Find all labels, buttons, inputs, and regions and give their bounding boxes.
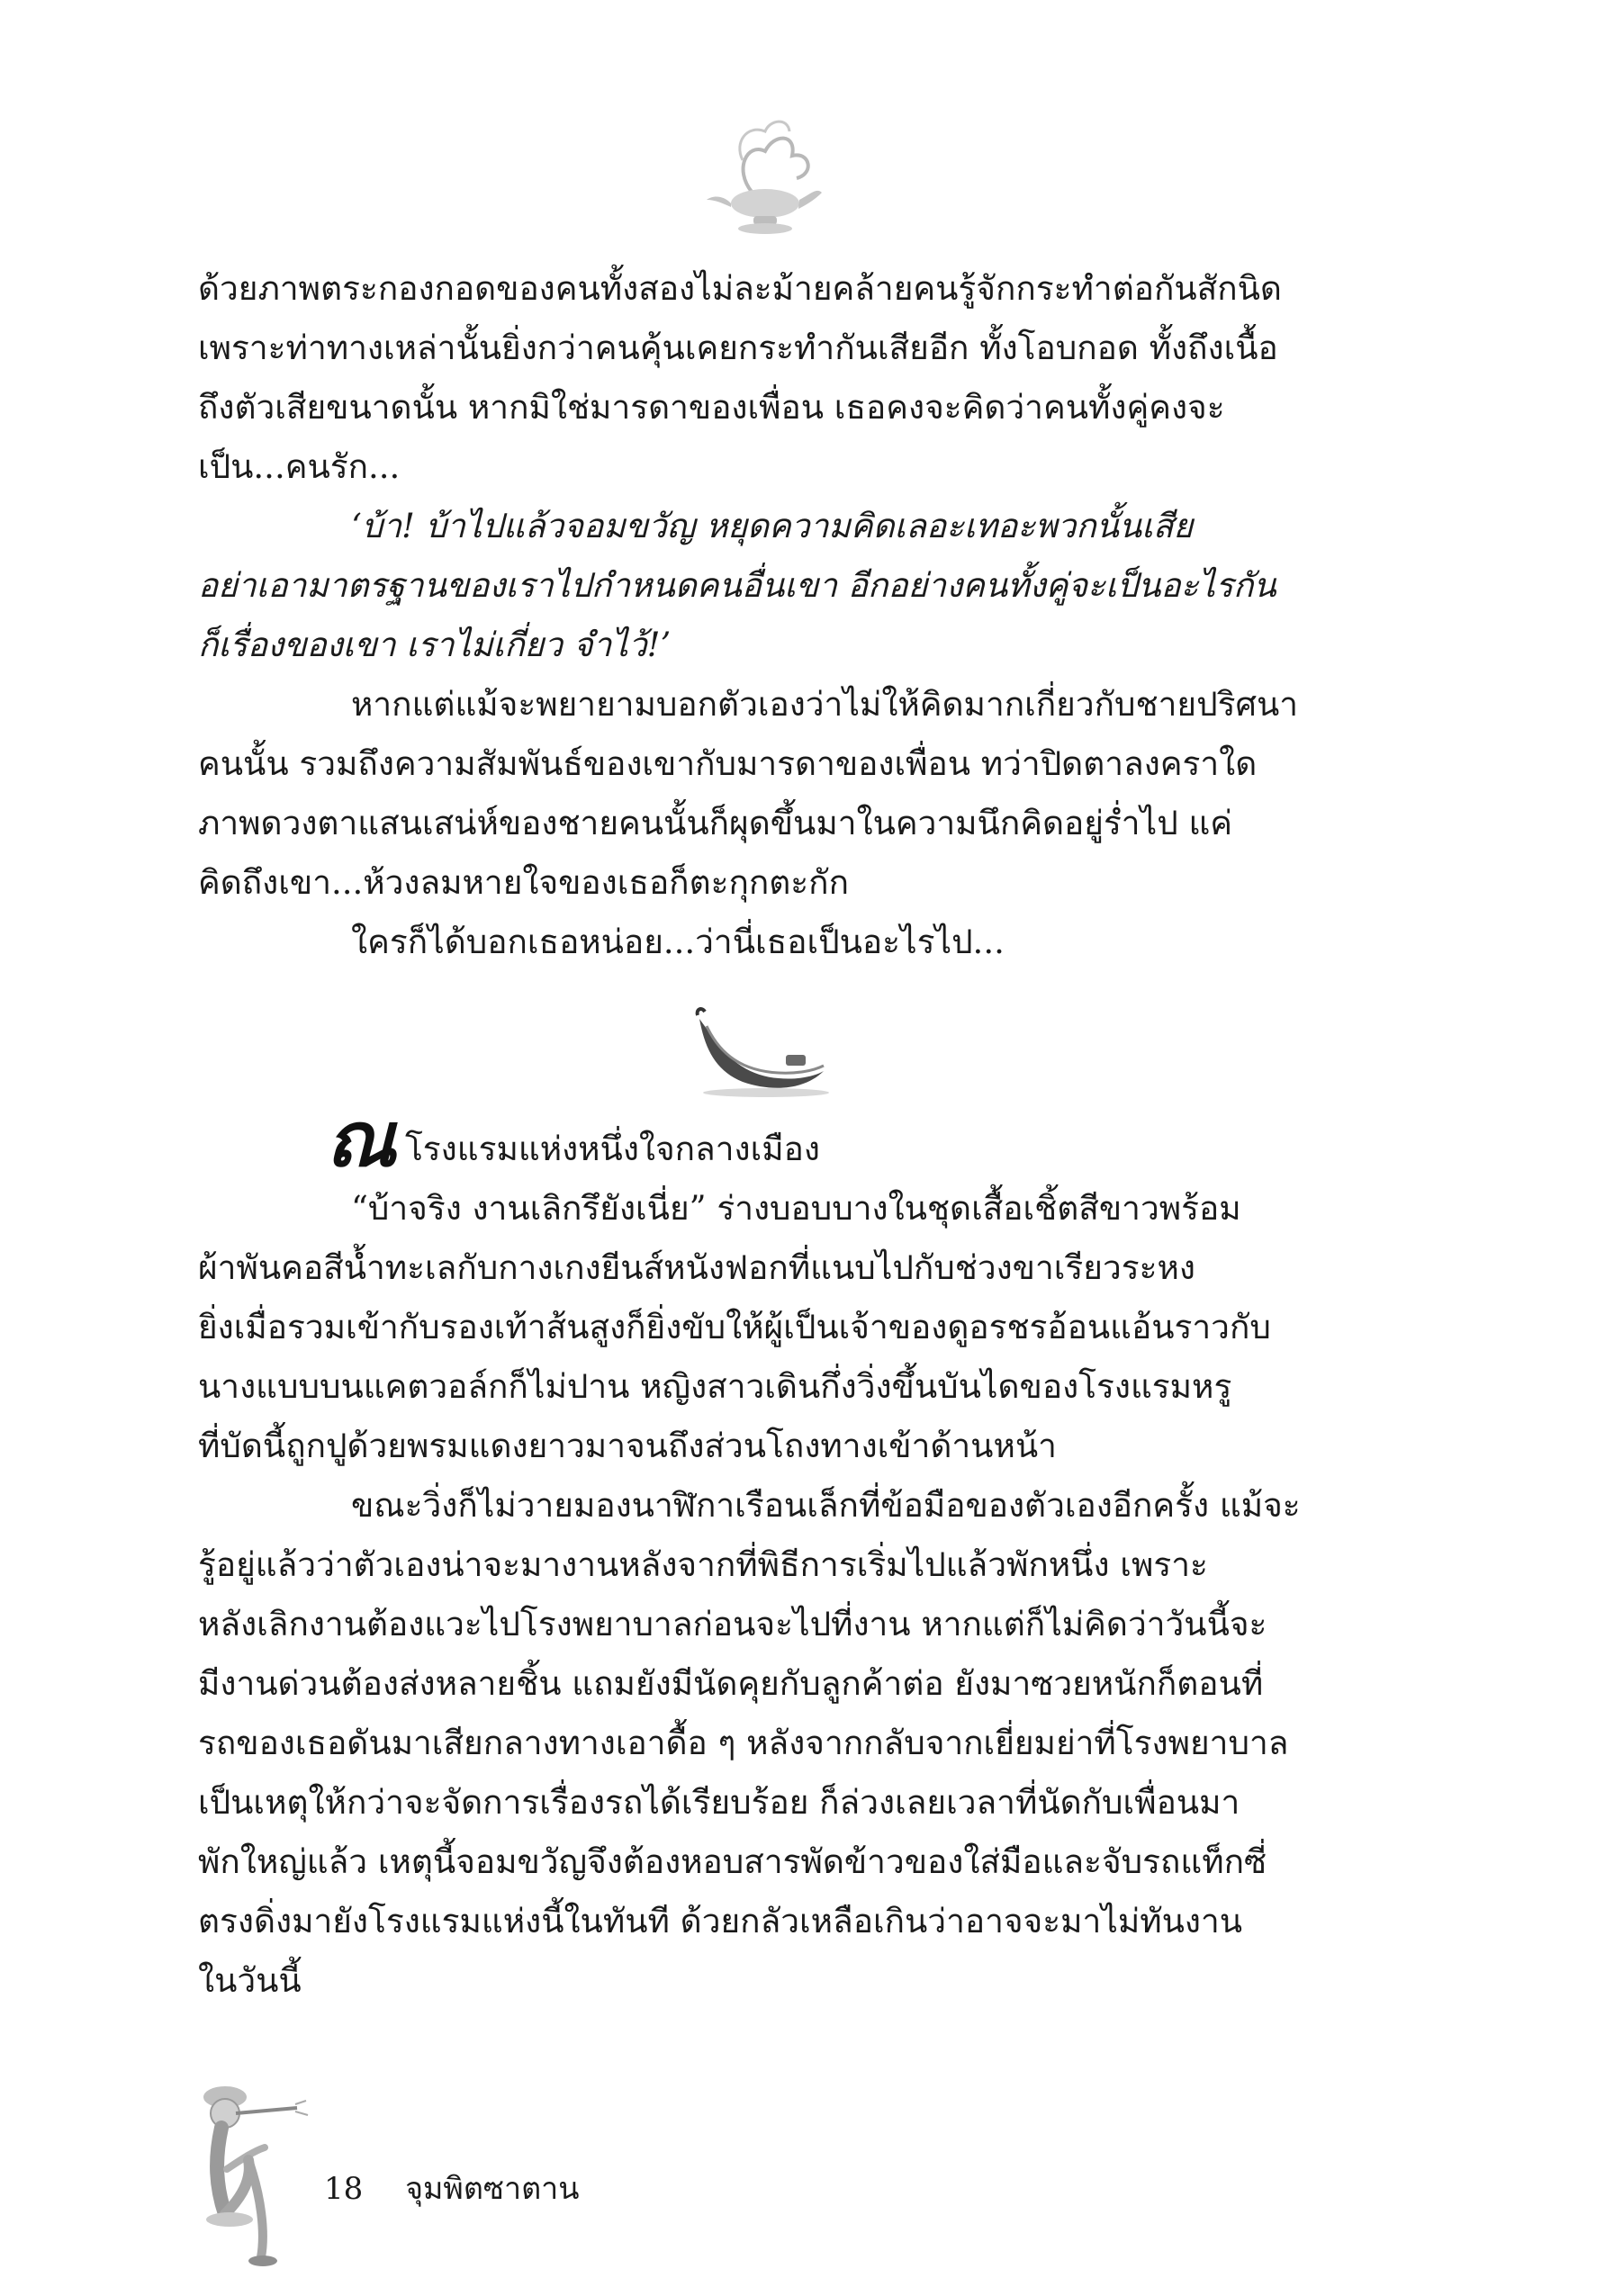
text-line: ตรงดิ่งมายังโรงแรมแห่งนี้ในทันที ด้วยกลัวเหลือเกินว่าอาจจะมาไม่ทันงาน [198, 1902, 1243, 1940]
text-line: ‘บ้า! บ้าไปแล้วจอมขวัญ หยุดความคิดเลอะเทอะพวกนั้นเสีย [351, 507, 1194, 545]
paragraph-5 [198, 1179, 1409, 1476]
section-heading-text: โรงแรมแห่งหนึ่งใจกลางเมือง [404, 1130, 820, 1168]
text-line: ที่บัดนี้ถูกปูด้วยพรมแดงยาวมาจนถึงส่วนโถงทางเข้าด้านหน้า [198, 1427, 1057, 1465]
text-line: ขณะวิ่งก็ไม่วายมองนาฬิกาเรือนเล็กที่ข้อมือของตัวเองอีกครั้ง แม้จะ [351, 1486, 1301, 1525]
text-line: ใครก็ได้บอกเธอหน่อย...ว่านี่เธอเป็นอะไรไป... [351, 923, 1005, 961]
text-line: นางแบบบนแคตวอล์กก็ไม่ปาน หญิงสาวเดินกึ่งวิ่งขึ้นบันไดของโรงแรมหรู [198, 1367, 1232, 1406]
page-footer [324, 2169, 580, 2209]
text-line: รู้อยู่แล้วว่าตัวเองน่าจะมางานหลังจากที่พิธีการเริ่มไปแล้วพักหนึ่ง เพราะ [198, 1545, 1208, 1584]
text-line: คนนั้น รวมถึงความสัมพันธ์ของเขากับมารดาของเพื่อน ทว่าปิดตาลงคราใด [198, 744, 1258, 783]
text-line: หากแต่แม้จะพยายามบอกตัวเองว่าไม่ให้คิดมากเกี่ยวกับชายปริศนา [351, 685, 1299, 724]
text-line: เป็น...คนรัก... [198, 447, 401, 486]
text-line: คิดถึงเขา...ห้วงลมหายใจของเธอก็ตะกุกตะกัก [198, 863, 849, 902]
text-line: พักใหญ่แล้ว เหตุนี้จอมขวัญจึงต้องหอบสารพัดข้าวของใส่มือและจับรถแท็กซี่ [198, 1842, 1267, 1881]
text-line: ผ้าพันคอสีน้ำทะเลกับกางเกงยีนส์หนังฟอกที่แนบไปกับช่วงขาเรียวระหง [198, 1248, 1195, 1287]
drop-cap-letter: ณ [326, 1094, 396, 1184]
text-line: ในวันนี้ [198, 1961, 302, 2000]
paragraph-1 [198, 259, 1409, 497]
text-line: ยิ่งเมื่อรวมเข้ากับรองเท้าส้นสูงก็ยิ่งขับให้ผู้เป็นเจ้าของดูอรชรอ้อนแอ้นราวกับ [198, 1308, 1271, 1346]
book-title: จุมพิตซาตาน [405, 2171, 580, 2207]
text-line: ด้วยภาพตระกองกอดของคนทั้งสองไม่ละม้ายคล้ายคนรู้จักกระทำต่อกันสักนิด [198, 269, 1282, 308]
text-line: รถของเธอดันมาเสียกลางทางเอาดื้อ ๆ หลังจากกลับจากเยี่ยมย่าที่โรงพยาบาล [198, 1724, 1289, 1762]
text-line: มีงานด่วนต้องส่งหลายชิ้น แถมยังมีนัดคุยกับลูกค้าต่อ ยังมาซวยหนักก็ตอนที่ [198, 1664, 1264, 1703]
text-line: ภาพดวงตาแสนเสน่ห์ของชายคนนั้นก็ผุดขึ้นมาในความนึกคิดอยู่ร่ำไป แค่ [198, 804, 1233, 842]
text-line: เพราะท่าทางเหล่านั้นยิ่งกว่าคนคุ้นเคยกระทำกันเสียอีก ทั้งโอบกอด ทั้งถึงเนื้อ [198, 329, 1278, 367]
gondola-boat-icon [680, 999, 842, 1107]
paragraph-6 [198, 1476, 1409, 2011]
paragraph-4 [198, 913, 1409, 972]
page-number: 18 [324, 2171, 364, 2207]
text-line: “บ้าจริง งานเลิกรึยังเนี่ย” ร่างบอบบางในชุดเสื้อเชิ้ตสีขาวพร้อม [351, 1189, 1241, 1228]
paragraph-2-thought [198, 497, 1409, 675]
text-line: ก็เรื่องของเขา เราไม่เกี่ยว จำไว้!’ [198, 626, 672, 664]
text-line: ถึงตัวเสียขนาดนั้น หากมิใช่มารดาของเพื่อน เธอคงจะคิดว่าคนทั้งคู่คงจะ [198, 388, 1225, 427]
text-line: หลังเลิกงานต้องแวะไปโรงพยาบาลก่อนจะไปที่งาน หากแต่ก็ไม่คิดว่าวันนี้จะ [198, 1605, 1267, 1643]
section-heading [326, 1094, 820, 1184]
text-line: เป็นเหตุให้กว่าจะจัดการเรื่องรถได้เรียบร้อย ก็ล่วงเลยเวลาที่นัดกับเพื่อนมา [198, 1783, 1240, 1822]
genie-lamp-icon [698, 106, 833, 241]
sitting-figure-icon [189, 2061, 324, 2273]
text-line: อย่าเอามาตรฐานของเราไปกำหนดคนอื่นเขา อีกอย่างคนทั้งคู่จะเป็นอะไรกัน [198, 566, 1276, 605]
paragraph-3 [198, 675, 1409, 913]
